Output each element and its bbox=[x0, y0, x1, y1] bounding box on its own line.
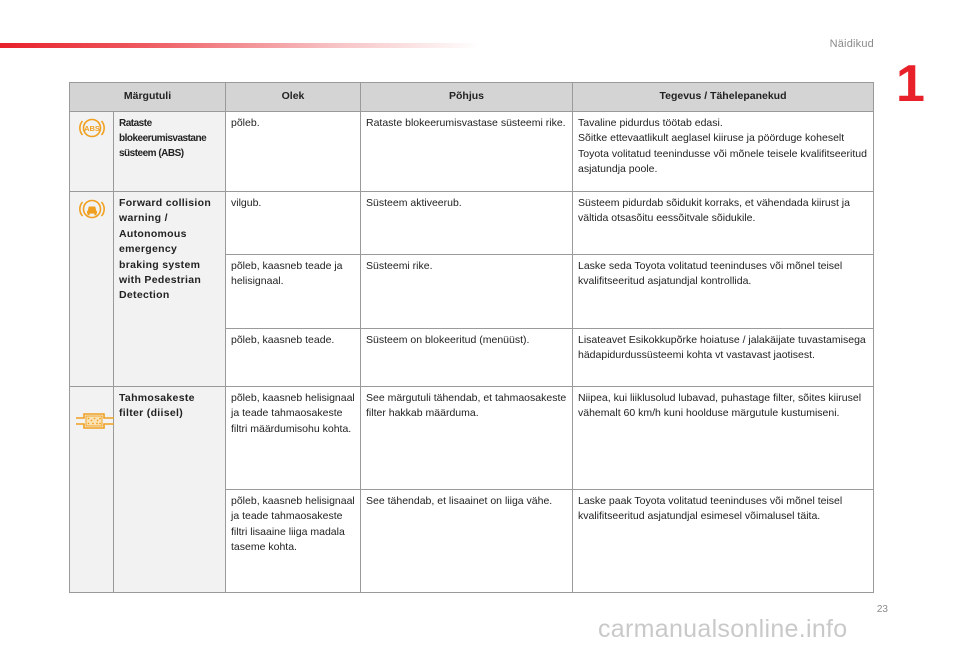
watermark: carmanualsonline.info bbox=[598, 615, 848, 643]
dpf-action-1: Niipea, kui liiklusolud lubavad, puhastage filter, sõites kiirusel vähemalt 60 km/h kuni hoolduse märgutule kustumiseni. bbox=[573, 387, 874, 490]
table-row-fcw-1 bbox=[70, 192, 874, 255]
fcw-cause-1: Süsteem aktiveerub. bbox=[361, 192, 573, 255]
abs-icon-cell bbox=[70, 112, 114, 192]
dpf-action-2: Laske paak Toyota volitatud teeninduses või mõnel teisel kvalifitseeritud asjatundjal esimesel võimalusel täita. bbox=[573, 490, 874, 593]
dpf-state-2: põleb, kaasneb helisignaal ja teade tahmaosakeste filtri lisaaine liiga madala taseme kohta. bbox=[226, 490, 361, 593]
particle-filter-icon bbox=[75, 409, 115, 431]
abs-state: põleb. bbox=[226, 112, 361, 192]
forward-collision-warning-icon bbox=[77, 196, 107, 222]
abs-action-text: Tavaline pidurdus töötab edasi. Sõitke ettevaatlikult aeglasel kiiruse ja pöörduge koheselt Toyota volitatud teenindusse või mõnele teisele kvalifitseeritud asjatundja poole. bbox=[578, 117, 867, 176]
dpf-name: Tahmosakeste filter (diisel) bbox=[114, 387, 226, 593]
abs-name: Rataste blokeerumisvastane süsteem (ABS) bbox=[114, 112, 226, 192]
table-header-row bbox=[70, 83, 874, 112]
fcw-action-3: Lisateavet Esikokkupõrke hoiatuse / jalakäijate tuvastamisega hädapidurdussüsteemi kohta vt vastavast jaotisest. bbox=[573, 329, 874, 387]
dpf-icon-cell bbox=[70, 387, 114, 593]
section-number: 1 bbox=[896, 55, 925, 113]
dpf-cause-1: See märgutuli tähendab, et tahmaosakeste filter hakkab määrduma. bbox=[361, 387, 573, 490]
fcw-action-2: Laske seda Toyota volitatud teeninduses või mõnel teisel kvalifitseeritud asjatundjal kontrollida. bbox=[573, 255, 874, 329]
table-row-abs bbox=[70, 112, 874, 192]
column-header-action: Tegevus / Tähelepanekud bbox=[573, 83, 874, 112]
column-header-cause: Põhjus bbox=[361, 83, 573, 112]
fcw-action-1: Süsteem pidurdab sõidukit korraks, et vähendada kiirust ja vältida otsasõitu eessõitvale sõidukile. bbox=[573, 192, 874, 255]
fcw-state-2: põleb, kaasneb teade ja helisignaal. bbox=[226, 255, 361, 329]
column-header-indicator: Märgutuli bbox=[70, 83, 226, 112]
dpf-cause-2: See tähendab, et lisaainet on liiga vähe. bbox=[361, 490, 573, 593]
page-number: 23 bbox=[876, 604, 888, 615]
svg-text:ABS: ABS bbox=[83, 124, 100, 133]
fcw-icon-cell bbox=[70, 192, 114, 387]
abs-action bbox=[573, 112, 874, 192]
column-header-state: Olek bbox=[226, 83, 361, 112]
abs-warning-icon bbox=[77, 116, 107, 140]
fcw-cause-2: Süsteemi rike. bbox=[361, 255, 573, 329]
abs-cause: Rataste blokeerumisvastase süsteemi rike. bbox=[361, 112, 573, 192]
dpf-state-1: põleb, kaasneb helisignaal ja teade tahmaosakeste filtri määrdumisohu kohta. bbox=[226, 387, 361, 490]
section-label: Näidikud bbox=[829, 38, 874, 50]
fcw-cause-3: Süsteem on blokeeritud (menüüst). bbox=[361, 329, 573, 387]
warning-lights-table bbox=[69, 82, 874, 593]
header-accent-bar bbox=[0, 43, 480, 48]
fcw-state-3: põleb, kaasneb teade. bbox=[226, 329, 361, 387]
table-row-dpf-1 bbox=[70, 387, 874, 490]
fcw-name: Forward collision warning / Autonomous emergency braking system with Pedestrian Detection bbox=[114, 192, 226, 387]
fcw-state-1: vilgub. bbox=[226, 192, 361, 255]
